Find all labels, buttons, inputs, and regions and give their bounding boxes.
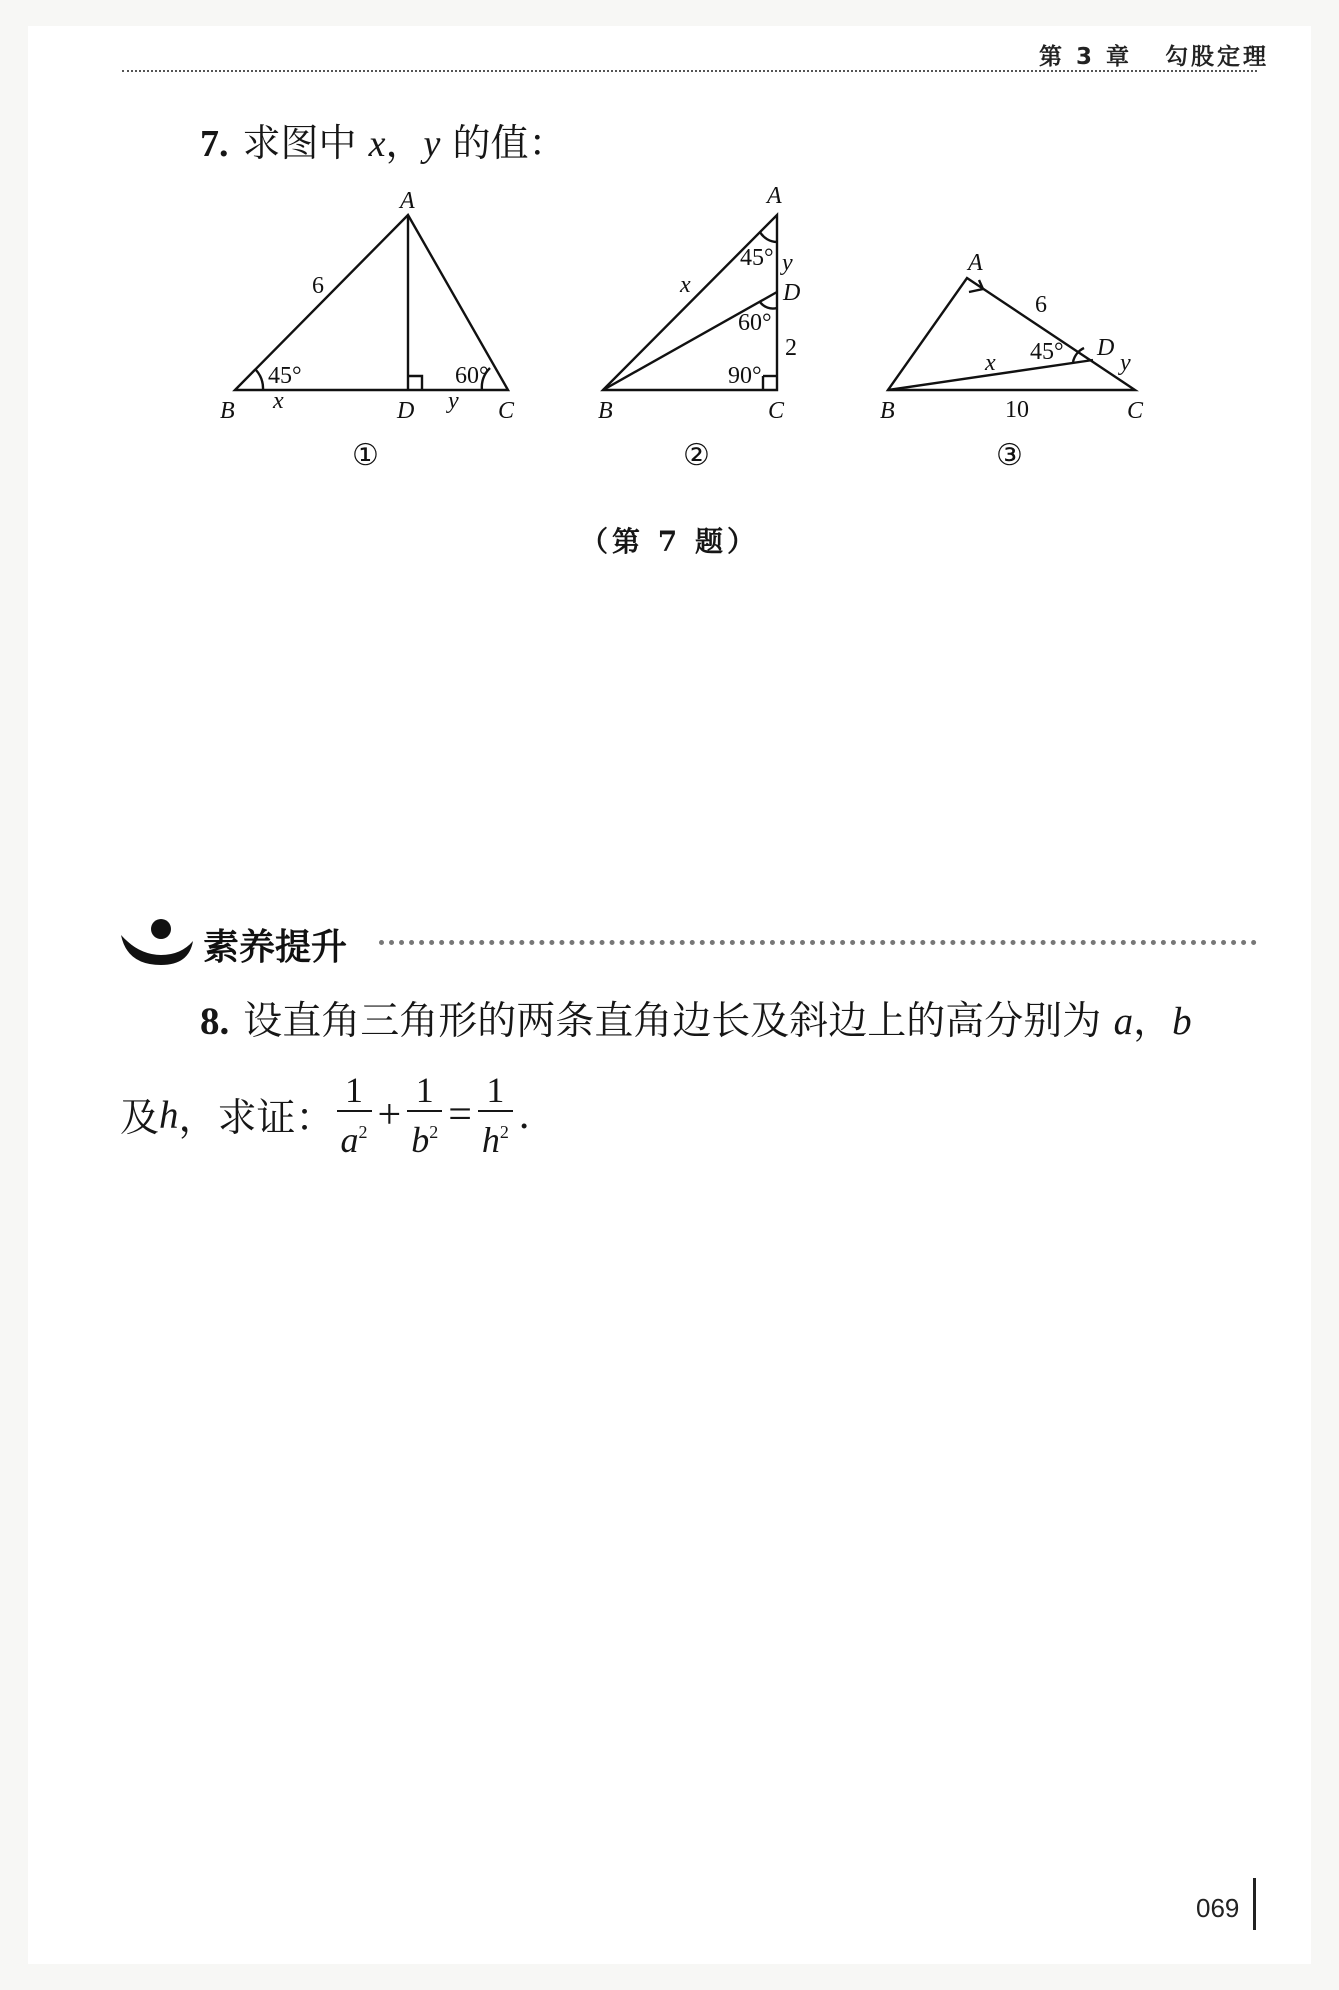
- svg-text:D: D: [397, 398, 415, 424]
- svg-text:B: B: [598, 398, 613, 424]
- svg-text:45°: 45°: [740, 245, 774, 271]
- question-number: 8.: [200, 1000, 230, 1043]
- svg-text:x: x: [985, 350, 996, 376]
- question-number: 7.: [200, 123, 229, 165]
- svg-text:2: 2: [785, 335, 797, 361]
- figure-2-labels: [598, 183, 800, 472]
- svg-text:A: A: [968, 250, 983, 276]
- svg-text:A: A: [767, 183, 782, 209]
- section-logo-icon: [117, 915, 195, 971]
- figure-3: [888, 278, 1135, 390]
- svg-text:B: B: [220, 398, 235, 424]
- section-header: [117, 915, 1257, 971]
- question-8: 8. 设直角三角形的两条直角边长及斜边上的高分别为 a，b: [200, 999, 1192, 1044]
- svg-text:6: 6: [1035, 292, 1047, 318]
- figure-3-index: ③: [996, 439, 1023, 472]
- svg-text:45°: 45°: [1030, 339, 1064, 365]
- page-number: 069: [1196, 1893, 1240, 1923]
- svg-text:x: x: [273, 388, 284, 414]
- svg-text:y: y: [782, 250, 793, 276]
- figure-3-labels: [880, 250, 1144, 472]
- fraction-a: $\frac{1}{a^2}$: [337, 1070, 372, 1160]
- svg-text:B: B: [880, 398, 895, 424]
- svg-text:C: C: [1127, 398, 1144, 424]
- fraction-h: $\frac{1}{h^2}$: [478, 1070, 513, 1160]
- svg-text:90°: 90°: [728, 363, 762, 389]
- fraction-b: $\frac{1}{b^2}$: [407, 1070, 442, 1160]
- page-number-bar: [1253, 1878, 1256, 1930]
- svg-text:60°: 60°: [455, 363, 489, 389]
- svg-text:C: C: [768, 398, 785, 424]
- svg-text:45°: 45°: [268, 363, 302, 389]
- figure-1-labels: [220, 188, 515, 472]
- question-8-formula-line: 及 h ，求证： $\frac{1}{a^2}$ + $\frac{1}{b^2}$ = $\frac{1}{h^2}$ .: [120, 1070, 530, 1160]
- svg-text:10: 10: [1005, 397, 1029, 423]
- svg-text:6: 6: [312, 273, 324, 299]
- section-title: 素养提升: [203, 927, 348, 968]
- svg-text:x: x: [680, 272, 691, 298]
- svg-text:y: y: [1120, 350, 1131, 376]
- section-dotted-rule: [379, 940, 1257, 945]
- figure-1-index: ①: [352, 439, 379, 472]
- question-7-figures: [0, 0, 1339, 520]
- svg-text:60°: 60°: [738, 310, 772, 336]
- svg-text:A: A: [400, 188, 415, 214]
- figure-caption: （第 7 题）: [580, 525, 759, 558]
- question-7: 7. 求图中 x，y 的值：: [200, 121, 567, 165]
- svg-text:y: y: [448, 388, 459, 414]
- figure-2-index: ②: [683, 439, 710, 472]
- svg-text:D: D: [783, 280, 801, 306]
- svg-text:C: C: [498, 398, 515, 424]
- running-header: 第 3 章 勾股定理: [1038, 44, 1269, 70]
- svg-text:D: D: [1097, 335, 1115, 361]
